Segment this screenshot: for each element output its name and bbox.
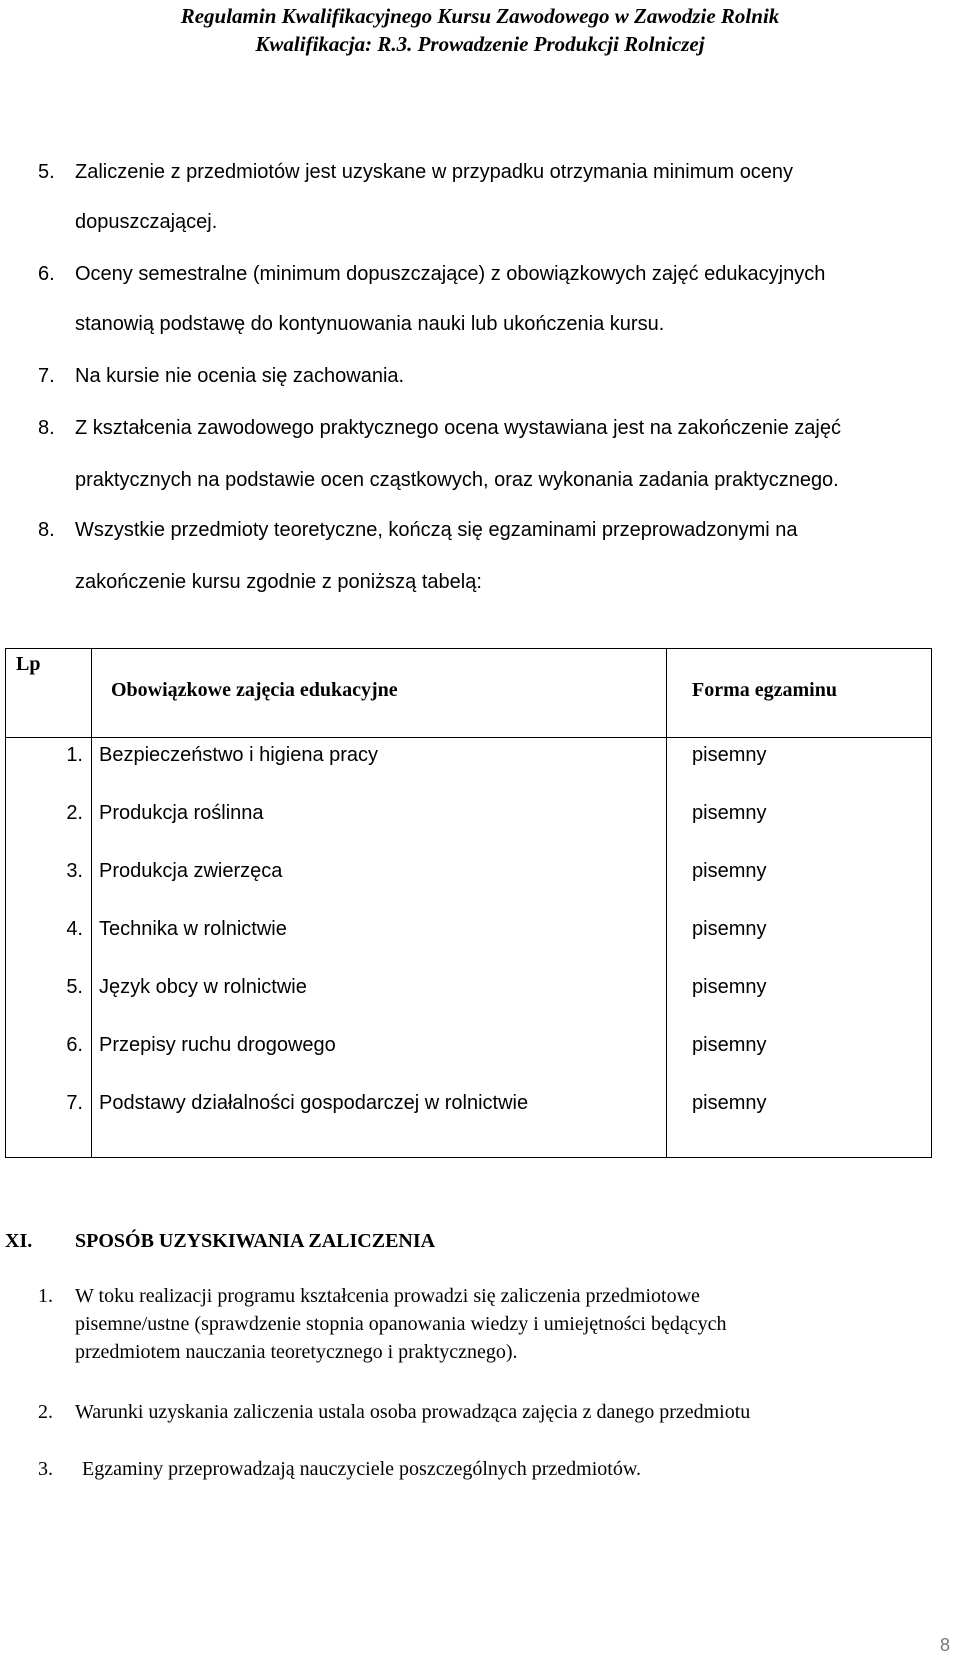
table-row (6, 912, 932, 970)
item-number: 1. (38, 1285, 53, 1307)
row-form: pisemny (692, 975, 767, 998)
row-lp: 1. (6, 738, 92, 796)
page-number: 8 (939, 1635, 950, 1655)
row-subject: Produkcja zwierzęca (92, 854, 667, 912)
table-header-row (6, 649, 932, 738)
table-row (6, 796, 932, 854)
header-form: Forma egzaminu (692, 679, 837, 701)
rule-number: 7. (38, 365, 55, 387)
rule-text: praktycznych na podstawie ocen cząstkowych, oraz wykonania zadania praktycznego. (75, 469, 839, 491)
section-number: XI. (5, 1230, 33, 1252)
row-subject: Technika w rolnictwie (92, 912, 667, 970)
item-text: Warunki uzyskania zaliczenia ustala osoba prowadząca zajęcia z danego przedmiotu (75, 1401, 751, 1423)
rule-number: 5. (38, 161, 55, 183)
rule-number: 6. (38, 263, 55, 285)
row-form: pisemny (692, 1033, 767, 1056)
row-form: pisemny (692, 1091, 767, 1114)
rule-text: Wszystkie przedmioty teoretyczne, kończą się egzaminami przeprowadzonymi na (75, 519, 798, 541)
table-row (6, 1086, 932, 1158)
header-lp: Lp (6, 649, 92, 738)
rule-text: Na kursie nie ocenia się zachowania. (75, 365, 405, 387)
row-lp: 5. (6, 970, 92, 1028)
row-lp: 2. (6, 796, 92, 854)
item-text: Egzaminy przeprowadzają nauczyciele poszczególnych przedmiotów. (82, 1458, 641, 1480)
row-lp: 3. (6, 854, 92, 912)
row-form: pisemny (692, 917, 767, 940)
row-subject: Bezpieczeństwo i higiena pracy (92, 738, 667, 796)
rule-text: Z kształcenia zawodowego praktycznego ocena wystawiana jest na zakończenie zajęć (75, 417, 841, 439)
item-text: W toku realizacji programu kształcenia prowadzi się zaliczenia przedmiotowe (75, 1285, 700, 1307)
row-subject: Produkcja roślinna (92, 796, 667, 854)
row-form: pisemny (692, 744, 767, 766)
rule-number: 8. (38, 519, 55, 541)
row-subject: Przepisy ruchu drogowego (92, 1028, 667, 1086)
table-row (6, 1028, 932, 1086)
rule-text: Zaliczenie z przedmiotów jest uzyskane w przypadku otrzymania minimum oceny (75, 161, 794, 183)
section-title: SPOSÓB UZYSKIWANIA ZALICZENIA (75, 1230, 436, 1252)
item-text: przedmiotem nauczania teoretycznego i praktycznego). (75, 1341, 518, 1363)
rule-text: Oceny semestralne (minimum dopuszczające) z obowiązkowych zajęć edukacyjnych (75, 263, 826, 285)
rule-text: stanowią podstawę do kontynuowania nauki lub ukończenia kursu. (75, 313, 665, 335)
rule-text: zakończenie kursu zgodnie z poniższą tabelą: (75, 571, 482, 593)
header-line-2: Kwalifikacja: R.3. Prowadzenie Produkcji Rolniczej (255, 32, 705, 56)
table-row (6, 854, 932, 912)
item-number: 3. (38, 1458, 53, 1480)
row-lp: 4. (6, 912, 92, 970)
header-line-1: Regulamin Kwalifikacyjnego Kursu Zawodowego w Zawodzie Rolnik (180, 4, 780, 28)
item-number: 2. (38, 1401, 53, 1423)
row-subject: Język obcy w rolnictwie (92, 970, 667, 1028)
row-form: pisemny (692, 801, 767, 824)
rule-number: 8. (38, 417, 55, 439)
rule-text: dopuszczającej. (75, 211, 218, 233)
row-lp: 7. (6, 1086, 92, 1158)
row-subject: Podstawy działalności gospodarczej w rolnictwie (92, 1086, 667, 1158)
row-lp: 6. (6, 1028, 92, 1086)
item-text: pisemne/ustne (sprawdzenie stopnia opanowania wiedzy i umiejętności będących (75, 1313, 727, 1335)
table-row (6, 738, 932, 796)
row-form: pisemny (692, 859, 767, 882)
header-subject: Obowiązkowe zajęcia edukacyjne (92, 649, 667, 738)
exam-table (5, 648, 932, 1158)
table-row (6, 970, 932, 1028)
